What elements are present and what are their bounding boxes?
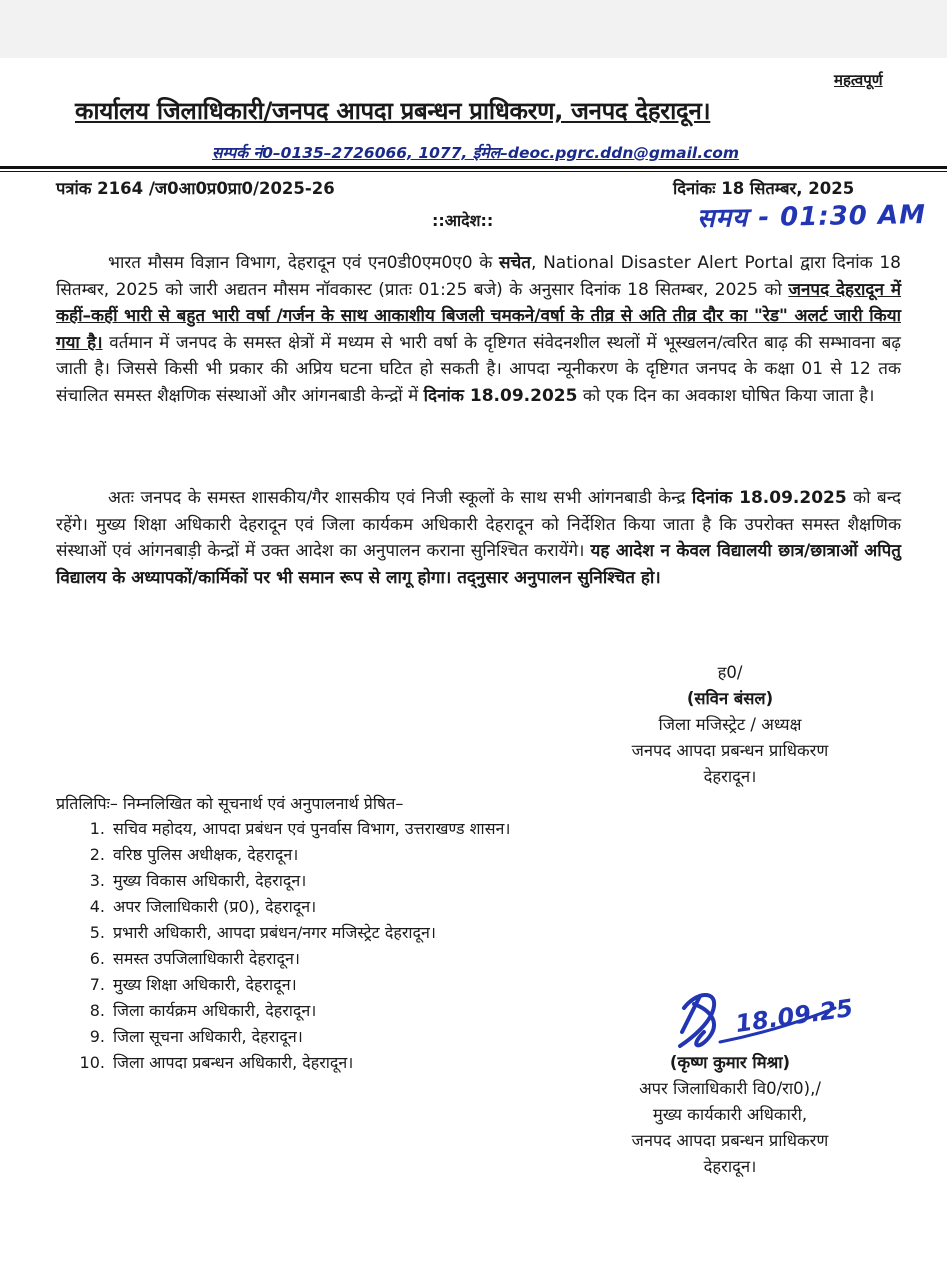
para2-applicability: यह आदेश न केवल विद्यालयी छात्र/छात्राओं अपितु विद्यालय के अध्यापकों/कार्मिकों पर भी समान रूप से लागू होगा। तद्नुसार अनुपालन सुनिश्चित हो।: [56, 541, 901, 588]
order-paragraph-2: [56, 485, 901, 591]
list-item: 8. जिला कार्यक्रम अधिकारी, देहरादून।: [89, 1001, 317, 1020]
signatory-name: (सविन बंसल): [686, 689, 774, 708]
para2-closure-date: दिनांक 18.09.2025: [691, 488, 847, 508]
list-item: 9. जिला सूचना अधिकारी, देहरादून।: [89, 1027, 303, 1046]
signatory-place: देहरादून।: [703, 767, 757, 786]
signatory-place: देहरादून।: [703, 1157, 757, 1176]
para1-text-b: , National Disaster Alert Portal द्वारा दिनांक 18 सितम्बर, 2025 को जारी अद्यतन मौसम नॉवकास्ट (प्रातः 01:25 बजे) के अनुसार दिनांक 18 सितम्बर, 2025 को: [56, 253, 901, 300]
handwritten-time: समय - 01:30 AM: [696, 200, 927, 234]
list-item: 1. सचिव महोदय, आपदा प्रबंधन एवं पुनर्वास विभाग, उत्तराखण्ड शासन।: [89, 819, 511, 838]
list-item: 2. वरिष्ठ पुलिस अधीक्षक, देहरादून।: [89, 845, 299, 864]
signatory-role: मुख्य कार्यकारी अधिकारी,: [652, 1105, 808, 1124]
list-item: 7. मुख्य शिक्षा अधिकारी, देहरादून।: [89, 975, 297, 994]
list-item: 3. मुख्य विकास अधिकारी, देहरादून।: [89, 871, 307, 890]
signed-mark: ह0/: [717, 663, 743, 682]
para2-text-a: अतः जनपद के समस्त शासकीय/गैर शासकीय एवं निजी स्कूलों के साथ सभी आंगनबाडी केन्द्र: [108, 488, 692, 508]
signatory-block-dm: [600, 660, 860, 790]
list-item: 4. अपर जिलाधिकारी (प्र0), देहरादून।: [89, 897, 317, 916]
header-rule-thick: [0, 166, 947, 169]
copy-to-list: [75, 816, 510, 1076]
list-item: 10. जिला आपदा प्रबन्धन अधिकारी, देहरादून।: [79, 1053, 354, 1072]
list-item: 6. समस्त उपजिलाधिकारी देहरादून।: [89, 949, 300, 968]
contact-line: सम्पर्क नं0–0135–2726066, 1077, ईमेल–deoc.pgrc.ddn@gmail.com: [212, 144, 740, 162]
para1-alert-word: सचेत: [498, 253, 531, 273]
top-bar: [0, 0, 947, 58]
copy-to-heading: प्रतिलिपिः– निम्नलिखित को सूचनार्थ एवं अनुपालनार्थ प्रेषित–: [56, 794, 404, 813]
signatory-name: (कृष्ण कुमार मिश्रा): [669, 1053, 791, 1072]
signatory-authority: जनपद आपदा प्रबन्धन प्राधिकरण: [631, 741, 829, 760]
signatory-block-adm: [600, 1050, 860, 1180]
important-mark: महत्वपूर्ण: [834, 71, 883, 89]
letter-date: दिनांकः 18 सितम्बर, 2025: [673, 179, 855, 198]
para1-text-a: भारत मौसम विज्ञान विभाग, देहरादून एवं एन0डी0एम0ए0 के: [108, 253, 499, 273]
handwritten-date: 18.09.25: [733, 993, 855, 1039]
order-paragraph-1: [56, 250, 901, 409]
signatory-designation: जिला मजिस्ट्रेट / अध्यक्ष: [658, 715, 802, 734]
para1-text-d: को एक दिन का अवकाश घोषित किया जाता है।: [577, 385, 875, 406]
header-rule-thin: [0, 171, 947, 172]
letter-number: पत्रांक 2164 /ज0आ0प्र0प्रा0/2025-26: [56, 179, 335, 198]
para1-holiday-date: दिनांक 18.09.2025: [423, 385, 578, 406]
para1-text-c: वर्तमान में जनपद के समस्त क्षेत्रों में मध्यम से भारी वर्षा के दृष्टिगत संवेदनशील स्थलों में भूस्खलन/त्वरित बाढ़ की सम्भावना बढ़ जाती है। जिससे किसी भी प्रकार की अप्रिय घटना घटित हो सकती है। आपदा न्यूनीकरण के दृष्टिगत जनपद के कक्षा 01 से 12 तक संचालित समस्त शैक्षणिक संस्थाओं और आंगनबाडी केन्द्रों में: [56, 332, 901, 406]
list-item: 5. प्रभारी अधिकारी, आपदा प्रबंधन/नगर मजिस्ट्रेट देहरादून।: [89, 923, 436, 942]
order-title: ::आदेश::: [432, 211, 494, 230]
para2-text-b: को बन्द रहेंगे। मुख्य शिक्षा अधिकारी देहरादून एवं जिला कार्यकम अधिकारी देहरादून को निर्देशित किया जाता है कि उपरोक्त समस्त शैक्षणिक संस्थाओं एवं आंगनबाड़ी केन्द्रों में उक्त आदेश का अनुपालन कराना सुनिश्चित करायेंगे।: [56, 488, 901, 561]
office-title: कार्यालय जिलाधिकारी/जनपद आपदा प्रबन्धन प्राधिकरण, जनपद देहरादून।: [75, 97, 711, 125]
signatory-authority: जनपद आपदा प्रबन्धन प्राधिकरण: [631, 1131, 829, 1150]
signatory-designation: अपर जिलाधिकारी वि0/रा0),/: [639, 1079, 821, 1098]
para1-red-alert: जनपद देहरादून में कहीं–कहीं भारी से बहुत भारी वर्षा /गर्जन के साथ आकाशीय बिजली चमकने/वर्षा के तीव्र से अति तीव्र दौर का "रेड" अलर्ट जारी किया गया है।: [56, 279, 901, 353]
